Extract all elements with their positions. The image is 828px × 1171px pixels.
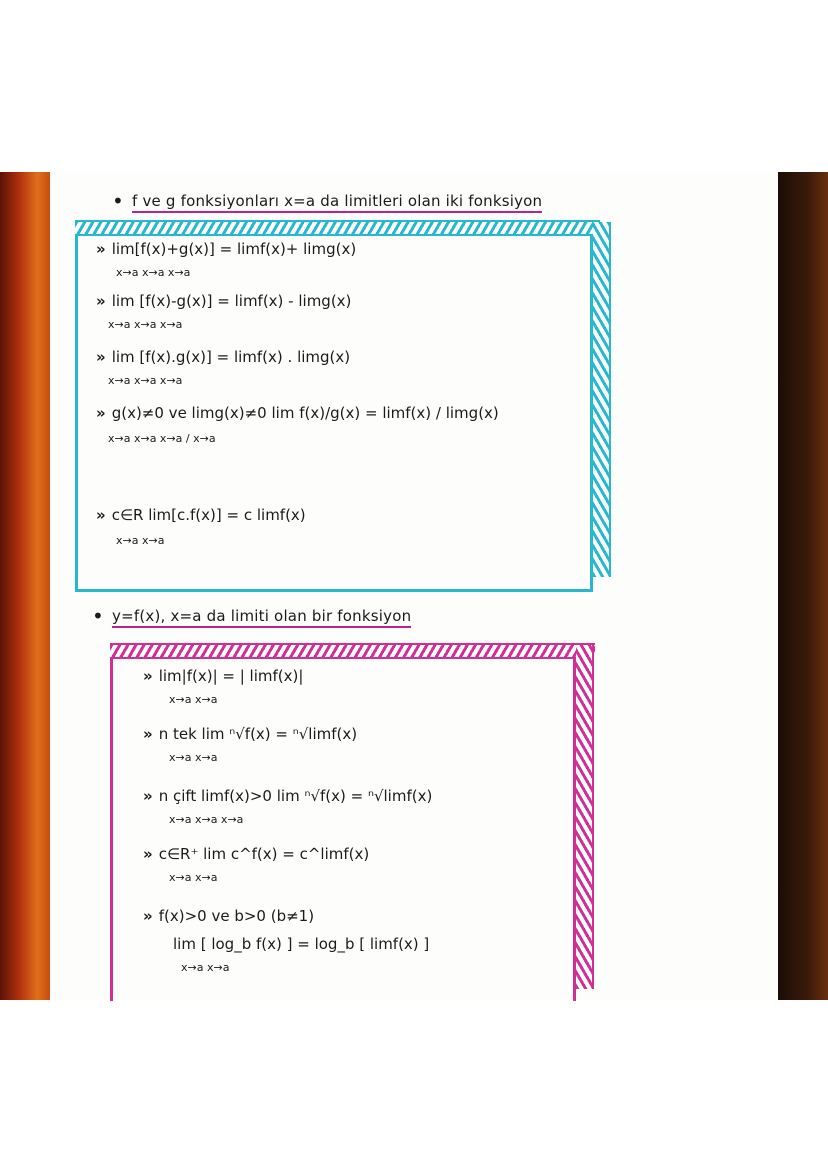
- double-chevron-icon: »: [143, 667, 153, 685]
- bullet-icon: •: [112, 189, 124, 213]
- rule-product: » lim [f(x).g(x)] = limf(x) . limg(x): [96, 348, 351, 366]
- rule-difference-sub: x→a x→a x→a: [108, 318, 183, 331]
- rule-product-sub: x→a x→a x→a: [108, 374, 183, 387]
- rule-odd-root-sub: x→a x→a: [169, 751, 218, 764]
- double-chevron-icon: »: [96, 348, 106, 366]
- double-chevron-icon: »: [96, 404, 106, 422]
- photo-background-right: [778, 172, 828, 1000]
- photo-background-left: [0, 172, 50, 1000]
- rule-even-root-sub: x→a x→a x→a: [169, 813, 244, 826]
- rule-exponent-sub: x→a x→a: [169, 871, 218, 884]
- pink-box-stripe-top: [110, 643, 595, 657]
- rule-absolute-sub: x→a x→a: [169, 693, 218, 706]
- rule-log-condition: » f(x)>0 ve b>0 (b≠1): [143, 907, 315, 925]
- rule-exponent: » c∈R⁺ lim c^f(x) = c^limf(x): [143, 845, 370, 863]
- pink-rules-box: [110, 656, 576, 1001]
- bullet-icon: •: [92, 604, 104, 628]
- rule-constant-sub: x→a x→a: [116, 534, 165, 547]
- rule-log-sub: x→a x→a: [181, 961, 230, 974]
- double-chevron-icon: »: [143, 845, 153, 863]
- double-chevron-icon: »: [96, 506, 106, 524]
- rule-difference: » lim [f(x)-g(x)] = limf(x) - limg(x): [96, 292, 352, 310]
- double-chevron-icon: »: [96, 240, 106, 258]
- double-chevron-icon: »: [143, 907, 153, 925]
- double-chevron-icon: »: [143, 787, 153, 805]
- section2-heading: • y=f(x), x=a da limiti olan bir fonksiyon: [92, 604, 412, 628]
- rule-odd-root: » n tek lim ⁿ√f(x) = ⁿ√limf(x): [143, 725, 358, 743]
- rule-quotient-sub: x→a x→a x→a / x→a: [108, 432, 216, 445]
- double-chevron-icon: »: [96, 292, 106, 310]
- blue-box-stripe-right: [593, 222, 611, 577]
- double-chevron-icon: »: [143, 725, 153, 743]
- rule-absolute: » lim|f(x)| = | limf(x)|: [143, 667, 304, 685]
- rule-constant: » c∈R lim[c.f(x)] = c limf(x): [96, 506, 306, 524]
- rule-quotient: » g(x)≠0 ve limg(x)≠0 lim f(x)/g(x) = limf(x) / limg(x): [96, 404, 499, 422]
- blue-rules-box: [75, 233, 593, 592]
- rule-even-root: » n çift limf(x)>0 lim ⁿ√f(x) = ⁿ√limf(x): [143, 787, 433, 805]
- blue-box-stripe-top: [75, 220, 600, 234]
- section1-heading: • f ve g fonksiyonları x=a da limitleri olan iki fonksiyon: [112, 189, 543, 213]
- rule-sum-sub: x→a x→a x→a: [116, 266, 191, 279]
- rule-log: lim [ log_b f(x) ] = log_b [ limf(x) ]: [173, 935, 430, 953]
- rule-sum: » lim[f(x)+g(x)] = limf(x)+ limg(x): [96, 240, 357, 258]
- notebook-page: [50, 172, 778, 1000]
- pink-box-stripe-right: [576, 645, 594, 989]
